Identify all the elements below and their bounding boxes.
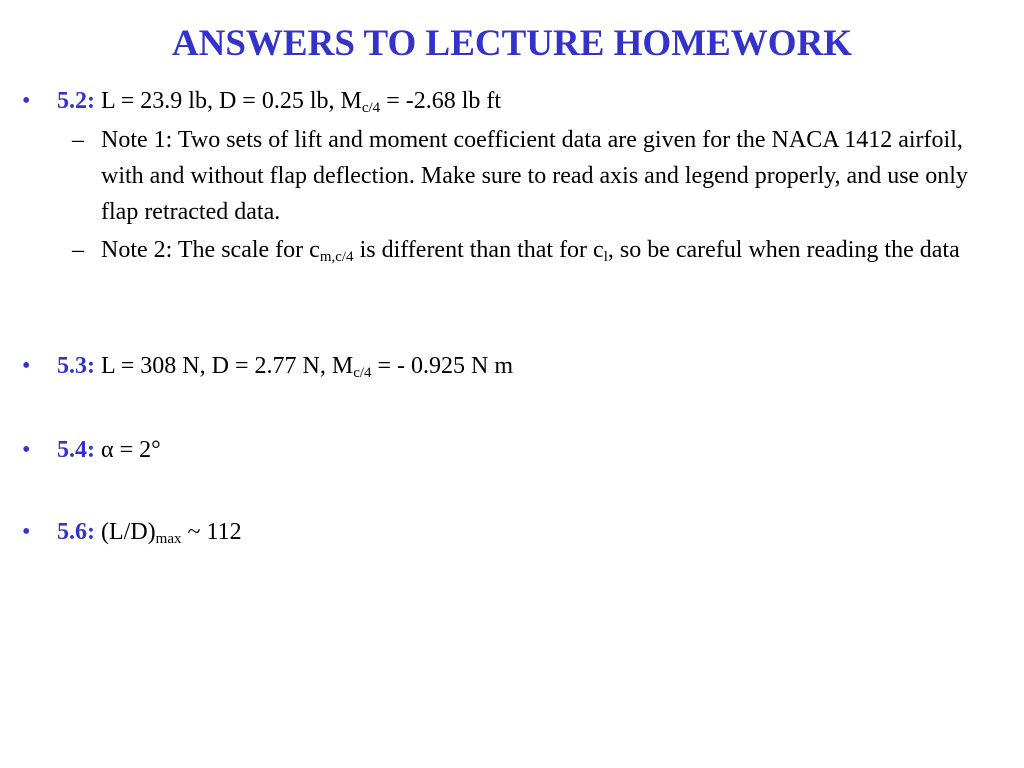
note-subscript: m,c/4: [319, 249, 354, 265]
answer-part: ~ 112: [181, 519, 242, 545]
problem-label: 5.6:: [57, 519, 95, 545]
answer-subscript: max: [155, 531, 182, 547]
bullet-marker: •: [22, 353, 31, 379]
answer-part: = - 0.925 N m: [371, 353, 514, 379]
answer-part: = -2.68 lb ft: [380, 88, 502, 114]
problem-label: 5.4:: [57, 437, 95, 463]
bullet-marker: •: [22, 88, 31, 114]
answer-subscript: c/4: [361, 100, 381, 116]
answer-part: (L/D): [101, 519, 156, 545]
sub-bullet-marker: –: [72, 127, 84, 153]
note-subscript: l: [603, 249, 608, 265]
problem-label: 5.2:: [57, 88, 95, 114]
answer-part: L = 23.9 lb, D = 0.25 lb, M: [101, 88, 362, 114]
answer-text: [57, 515, 242, 549]
answer-subscript: c/4: [353, 365, 372, 381]
bullet-marker: •: [22, 437, 31, 463]
slide-title: ANSWERS TO LECTURE HOMEWORK: [171, 23, 853, 64]
answer-part: α = 2°: [101, 437, 161, 463]
answer-text: [57, 349, 513, 383]
note-text: [101, 232, 991, 268]
note-part: is different than that for c: [353, 237, 604, 263]
note-text: Note 1: Two sets of lift and moment coefficient data are given for the NACA 1412 airfoil, with and without flap deflection. Make sure to read axis and legend properly, and use only flap retracted data.: [101, 127, 968, 225]
answer-text: [57, 84, 501, 118]
note-part: , so be careful when reading the data: [607, 237, 960, 263]
sub-bullet-marker: –: [72, 237, 84, 263]
answer-part: L = 308 N, D = 2.77 N, M: [101, 353, 354, 379]
note-part: Note 2: The scale for c: [101, 237, 320, 263]
problem-label: 5.3:: [57, 353, 95, 379]
bullet-marker: •: [22, 519, 31, 545]
answer-text: [57, 433, 161, 467]
